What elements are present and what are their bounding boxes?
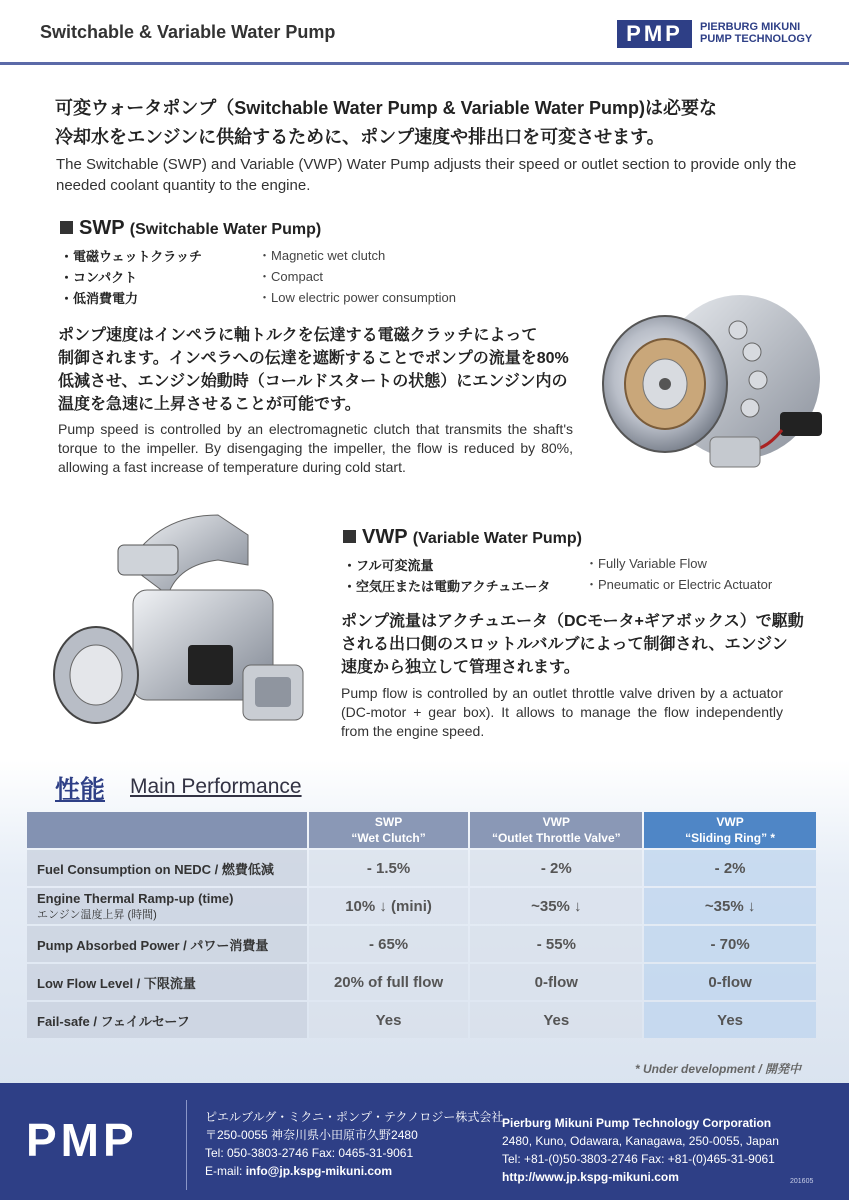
footer-tel-jp: Tel: 050-3803-2746 Fax: 0465-31-9061: [205, 1146, 414, 1160]
performance-table: [25, 810, 818, 1040]
footer-contact-en: [502, 1114, 779, 1186]
table-cell: Yes: [309, 1002, 469, 1038]
table-row: [27, 1002, 816, 1038]
swp-features-jp: [60, 246, 202, 309]
table-cell: - 2%: [644, 850, 816, 886]
vwp-heading-sub: (Variable Water Pump): [412, 530, 582, 547]
vwp-feature-en-2: ・Pneumatic or Electric Actuator: [585, 577, 773, 592]
intro-japanese: [55, 94, 815, 152]
footer-divider: [186, 1100, 187, 1190]
row-label: Fail-safe / フェイルセーフ: [27, 1002, 307, 1038]
intro-jp-line2: 冷却水をエンジンに供給するために、ポンプ速度や排出口を可変させます。: [55, 127, 665, 147]
table-cell: - 1.5%: [309, 850, 469, 886]
swp-pump-image: [590, 272, 835, 487]
vwp-body-jp-line2: される出口側のスロットルバルブによって制御され、エンジン: [341, 636, 788, 653]
table-cell: ~35% ↓: [470, 888, 642, 924]
footer-company-jp: ピエルブルグ・ミクニ・ポンプ・テクノロジー株式会社: [205, 1110, 504, 1124]
vwp-feature-en-1: ・Fully Variable Flow: [585, 556, 707, 571]
table-cell: 20% of full flow: [309, 964, 469, 1000]
document-code: 201605: [790, 1178, 814, 1185]
vwp-body-en: Pump flow is controlled by an outlet throttle valve driven by a actuator (DC-motor + gear box). It allows to manage the flow independently from the engine speed.: [341, 685, 783, 739]
table-cell: 0-flow: [470, 964, 642, 1000]
footer-company-en: Pierburg Mikuni Pump Technology Corporation: [502, 1116, 772, 1130]
vwp-pump-image: [48, 505, 318, 745]
table-cell: ~35% ↓: [644, 888, 816, 924]
footer-pmp-logo: PMP: [26, 1114, 138, 1166]
vwp-features-jp: [343, 555, 550, 597]
vwp-feature-jp-2: ・空気圧または電動アクチュエータ: [343, 579, 551, 594]
row-label: Pump Absorbed Power / パワー消費量: [27, 926, 307, 962]
swp-body-jp-line1: ポンプ速度はインペラに軸トルクを伝達する電磁クラッチによって: [58, 327, 538, 344]
footer-contact-jp: [205, 1108, 503, 1180]
table-header-empty: [27, 812, 307, 848]
swp-body-jp-line4: 温度を急速に上昇させることが可能です。: [58, 396, 361, 413]
row-label: Engine Thermal Ramp-up (time) エンジン温度上昇 (時間): [27, 888, 307, 924]
pmp-logo: PMP: [617, 20, 692, 48]
table-header-row: [27, 812, 816, 848]
table-cell: - 70%: [644, 926, 816, 962]
header-divider: [0, 62, 849, 65]
development-note: * Under development / 開発中: [635, 1062, 802, 1076]
table-cell: - 55%: [470, 926, 642, 962]
square-bullet-icon: [343, 530, 356, 543]
footer-email-line: E-mail: info@jp.kspg-mikuni.com: [205, 1164, 393, 1178]
website-link[interactable]: http://www.jp.kspg-mikuni.com: [502, 1170, 679, 1184]
table-row: [27, 888, 816, 924]
table-cell: Yes: [644, 1002, 816, 1038]
table-cell: 0-flow: [644, 964, 816, 1000]
swp-features-en: [258, 245, 456, 308]
logo-text-line1: PIERBURG MIKUNI: [700, 21, 801, 33]
swp-heading: [60, 217, 321, 240]
row-label: Low Flow Level / 下限流量: [27, 964, 307, 1000]
swp-feature-jp-3: ・低消費電力: [60, 291, 139, 306]
vwp-body-jp: [341, 610, 811, 679]
vwp-heading-text: VWP: [362, 526, 408, 548]
row-label: Fuel Consumption on NEDC / 燃費低減: [27, 850, 307, 886]
swp-feature-en-3: ・Low electric power consumption: [258, 290, 456, 305]
intro-english: The Switchable (SWP) and Variable (VWP) Water Pump adjusts their speed or outlet section to provide only the needed coolant quantity to the engine.: [56, 156, 797, 194]
swp-feature-jp-1: ・電磁ウェットクラッチ: [60, 249, 202, 264]
vwp-body-jp-line1: ポンプ流量はアクチュエータ（DCモータ+ギアボックス）で駆動: [341, 613, 804, 630]
table-cell: 10% ↓ (mini): [309, 888, 469, 924]
performance-title-en: Main Performance: [130, 775, 302, 798]
logo-text-line2: PUMP TECHNOLOGY: [700, 33, 813, 45]
swp-body-en: Pump speed is controlled by an electromagnetic clutch that transmits the shaft's torque to the impeller. By disengaging the impeller, the flow is reduced by 80%, allowing a fast increase of temperature during cold start.: [58, 421, 573, 475]
swp-feature-en-1: ・Magnetic wet clutch: [258, 248, 386, 263]
footer-tel-en: Tel: +81-(0)50-3803-2746 Fax: +81-(0)465-31-9061: [502, 1152, 775, 1166]
swp-heading-text: SWP: [79, 217, 125, 239]
swp-body-jp: [58, 324, 598, 416]
email-link[interactable]: info@jp.kspg-mikuni.com: [245, 1164, 393, 1178]
table-cell: - 2%: [470, 850, 642, 886]
performance-title-jp: 性能: [55, 776, 106, 804]
intro-jp-line1: 可変ウォータポンプ（Switchable Water Pump & Variable Water Pump)は必要な: [55, 98, 718, 118]
swp-feature-jp-2: ・コンパクト: [60, 270, 138, 285]
column-header-swp: SWP “Wet Clutch”: [309, 812, 469, 848]
page-title: Switchable & Variable Water Pump: [40, 22, 336, 42]
swp-body-jp-line3: 低減させ、エンジン始動時（コールドスタートの状態）にエンジン内の: [58, 373, 568, 390]
table-cell: Yes: [470, 1002, 642, 1038]
vwp-heading: [343, 526, 582, 549]
table-row: [27, 926, 816, 962]
column-header-vwp-throttle: VWP “Outlet Throttle Valve”: [470, 812, 642, 848]
footer-address-jp: 〒250-0055 神奈川県小田原市久野2480: [205, 1128, 418, 1142]
footer-address-en: 2480, Kuno, Odawara, Kanagawa, 250-0055, Japan: [502, 1134, 779, 1148]
vwp-feature-jp-1: ・フル可変流量: [343, 558, 434, 573]
table-row: [27, 850, 816, 886]
square-bullet-icon: [60, 221, 73, 234]
vwp-body-jp-line3: 速度から独立して管理されます。: [341, 659, 580, 676]
swp-heading-sub: (Switchable Water Pump): [129, 221, 322, 238]
swp-body-jp-line2: 制御されます。インペラへの伝達を遮断することでポンプの流量を80%: [58, 350, 569, 367]
swp-feature-en-2: ・Compact: [258, 269, 324, 284]
table-cell: - 65%: [309, 926, 469, 962]
column-header-vwp-sliding: VWP “Sliding Ring” *: [644, 812, 816, 848]
vwp-features-en: [585, 553, 772, 595]
table-row: [27, 964, 816, 1000]
company-logo-text: [700, 21, 812, 45]
